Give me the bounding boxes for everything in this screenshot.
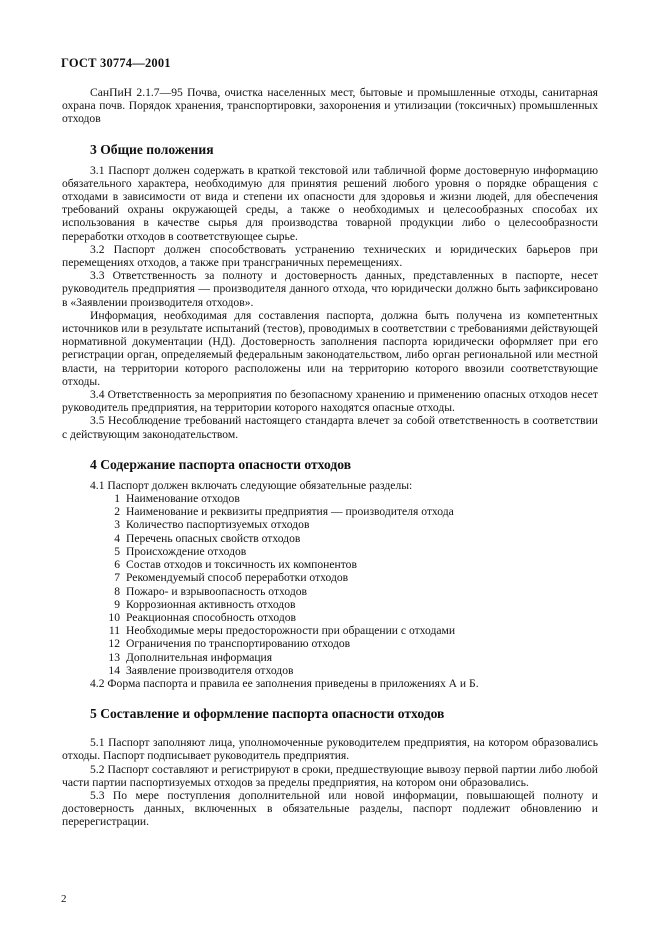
list-item: 11 Необходимые меры предосторожности при обращении с отходами <box>108 624 456 638</box>
page-number: 2 <box>61 893 67 905</box>
section-5-title: 5 Составление и оформление паспорта опасности отходов <box>90 706 445 722</box>
list-item: 14 Заявление производителя отходов <box>108 663 294 677</box>
list-item: 5 Происхождение отходов <box>114 544 247 558</box>
document-body <box>62 74 598 829</box>
paragraph-5-3: 5.3 По мере поступления дополнительной или новой информации, повышающей полноту и достоверность данных, включенных в обязательные разделы, паспорт подлежит обновлению и перерегистрации. <box>62 788 598 829</box>
paragraph-4-2: 4.2 Форма паспорта и правила ее заполнения приведены в приложениях А и Б. <box>90 676 479 690</box>
list-item: 7 Рекомендуемый способ переработки отходов <box>114 571 349 585</box>
paragraph-3-4: 3.4 Ответственность за мероприятия по безопасному хранению и применению опасных отходов несет руководитель предприятия, на территории которого находятся опасные отходы. <box>62 388 598 415</box>
list-item: 4 Перечень опасных свойств отходов <box>114 531 301 545</box>
paragraph-3-2: 3.2 Паспорт должен способствовать устранению технических и юридических барьеров при перемещениях отходов, а также при трансграничных перемещениях. <box>62 242 598 270</box>
section-3-title: 3 Общие положения <box>90 141 214 157</box>
paragraph-5-1: 5.1 Паспорт заполняют лица, уполномоченные руководителем предприятия, на котором образовались отходы. Паспорт подписывает руководитель предприятия. <box>62 736 598 763</box>
list-item: 13 Дополнительная информация <box>108 650 273 664</box>
paragraph-3-5: 3.5 Несоблюдение требований настоящего стандарта влечет за собой ответственность в соответствии с действующим законодательством. <box>62 414 598 441</box>
paragraph-5-2: 5.2 Паспорт составляют и регистрируют в сроки, предшествующие вывозу первой партии либо любой части партии паспортизуемых отходов за пределы предприятия, на котором они образовались. <box>62 762 598 789</box>
document-header: ГОСТ 30774—2001 <box>61 56 171 70</box>
section-4-title: 4 Содержание паспорта опасности отходов <box>90 456 352 472</box>
list-item: 6 Состав отходов и токсичность их компонентов <box>114 558 357 572</box>
paragraph-3-3-info: Информация, необходимая для составления паспорта, должна быть получена из компетентных источников или в результате испытаний (тестов), проводимых в соответствии с требованиями действующей нормативной документации (НД). Достоверность заполнения паспорта юридически оформляет при его регистрации орган, определяемый федеральным законодательством, либо орган региональной или местной власти, на территории которого расположены или на территорию которого ввозили соответствующие отходы. <box>62 308 598 388</box>
list-item: 3 Количество паспортизуемых отходов <box>114 518 310 532</box>
list-item: 12 Ограничения по транспортированию отходов <box>108 637 351 651</box>
paragraph-3-1: 3.1 Паспорт должен содержать в краткой текстовой или табличной форме достоверную информацию обязательного характера, необходимую для принятия решений любого уровня о порядке обращения с отходами в зависимости от вида и степени их опасности для здоровья и жизни людей, для обеспечения требований охраны окружающей среды, а также о необходимых и целесообразных способах их использования в качестве сырья для производства товарной продукции либо о целесообразности переработки отходов в соответствующее сырье. <box>62 163 598 243</box>
required-sections-list <box>62 492 598 677</box>
list-item: 9 Коррозионная активность отходов <box>114 597 296 611</box>
list-item: 1 Наименование отходов <box>114 492 240 506</box>
list-item: 8 Пожаро- и взрывоопасность отходов <box>114 584 308 598</box>
list-item: 2 Наименование и реквизиты предприятия — производителя отхода <box>114 505 454 519</box>
list-item: 10 Реакционная способность отходов <box>108 610 297 624</box>
intro-paragraph: СанПиН 2.1.7—95 Почва, очистка населенных мест, бытовые и промышленные отходы, санитарная охрана почв. Порядок хранения, транспортировки, захоронения и утилизации (токсичных) промышленных отходов <box>62 86 598 126</box>
paragraph-3-3: 3.3 Ответственность за полноту и достоверность данных, представленных в паспорте, несет руководитель предприятия — производителя данного отхода, что юридически должно быть зафиксировано в «Заявлении производителя отходов». <box>62 269 598 309</box>
paragraph-4-1: 4.1 Паспорт должен включать следующие обязательные разделы: <box>90 478 413 492</box>
